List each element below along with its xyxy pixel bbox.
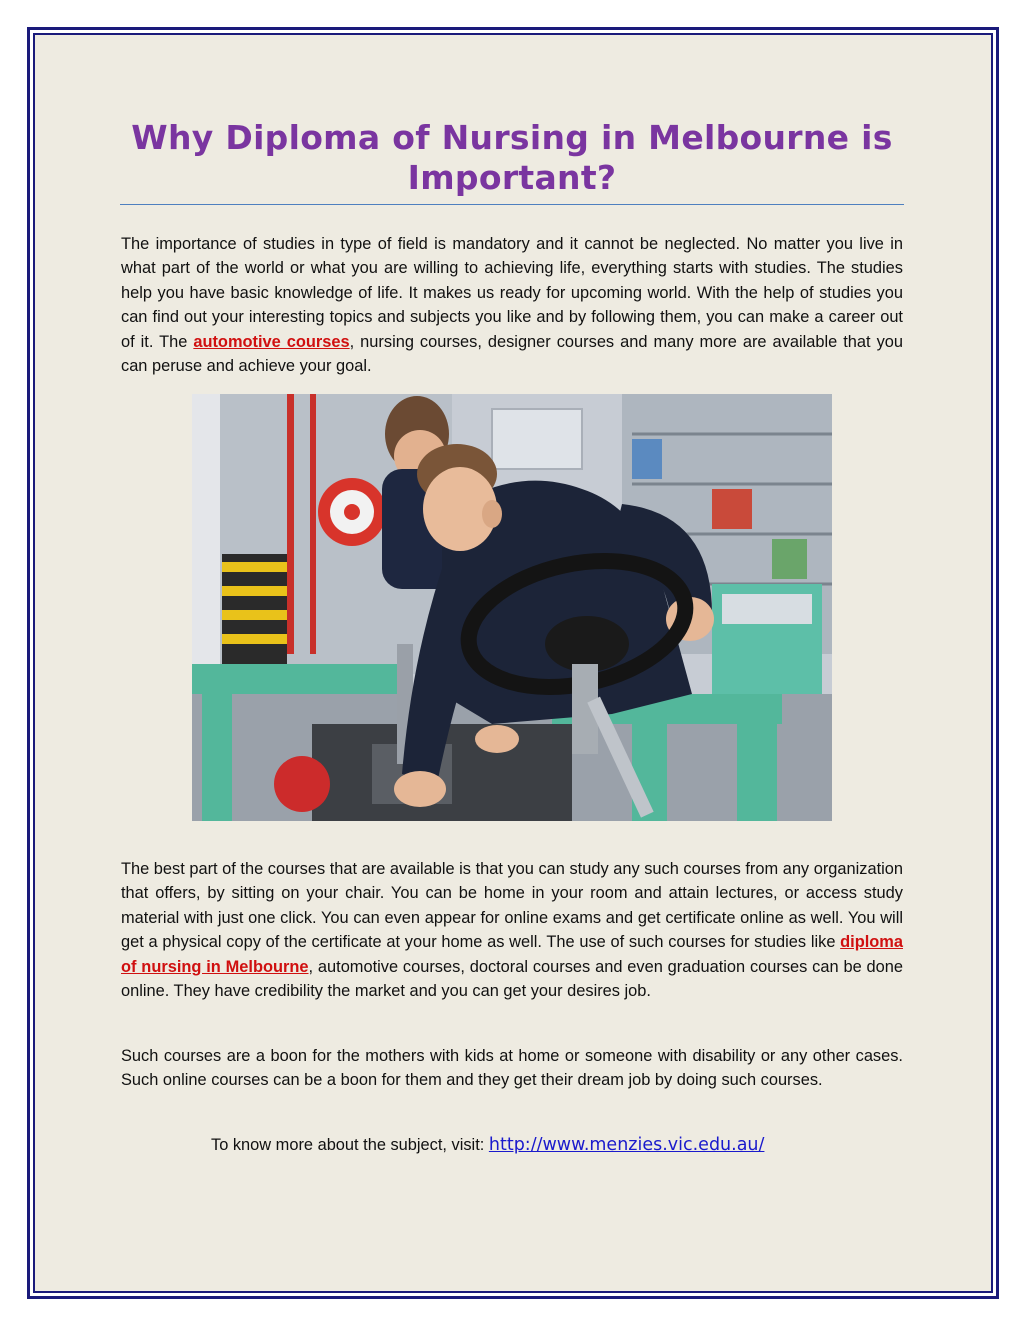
- paragraph-intro-text-1: The importance of studies in type of field is mandatory and it cannot be neglected. No matter you live in what part of the world or what you are willing to achieving life, everything starts with studies. The studies help you have basic knowledge of life. It makes us ready for upcoming world. With the help of studies you can find out your interesting topics and subjects you like and by following them, you can make a career out of it. The: [121, 235, 903, 351]
- paragraph-online-courses: [121, 857, 903, 1003]
- paragraph-intro-text-2: , nursing courses, designer courses and many more are available that you can peruse and achieve your goal.: [121, 332, 903, 376]
- paragraph-intro: [121, 232, 903, 378]
- page-title: Why Diploma of Nursing in Melbourne is Important?: [131, 118, 893, 197]
- paragraph-online-courses-text-2: , automotive courses, doctoral courses and even graduation courses can be done online. They have credibility the market and you can get your desires job.: [121, 957, 903, 1001]
- visit-line: [211, 1132, 911, 1158]
- paragraph-online-courses-text-1: The best part of the courses that are available is that you can study any such courses from any organization that offers, by sitting on your chair. You can be home in your room and attain lectures, or access study material with just one click. You can even appear for online exams and get certificate online as well. You will get a physical copy of the certificate at your home as well. The use of such courses for studies like: [121, 860, 903, 952]
- visit-prefix: To know more about the subject, visit:: [211, 1136, 489, 1154]
- paragraph-boon: Such courses are a boon for the mothers with kids at home or someone with disability or any other cases. Such online courses can be a boon for them and they get their dream job by doing such courses.: [121, 1047, 903, 1090]
- menzies-url-link[interactable]: http://www.menzies.vic.edu.au/: [488, 1135, 765, 1155]
- automotive-courses-link[interactable]: automotive courses: [193, 332, 350, 351]
- automotive-students-photo: [192, 394, 832, 821]
- title-divider: [120, 204, 904, 205]
- diploma-of-nursing-link[interactable]: diploma of nursing in Melbourne: [121, 933, 903, 976]
